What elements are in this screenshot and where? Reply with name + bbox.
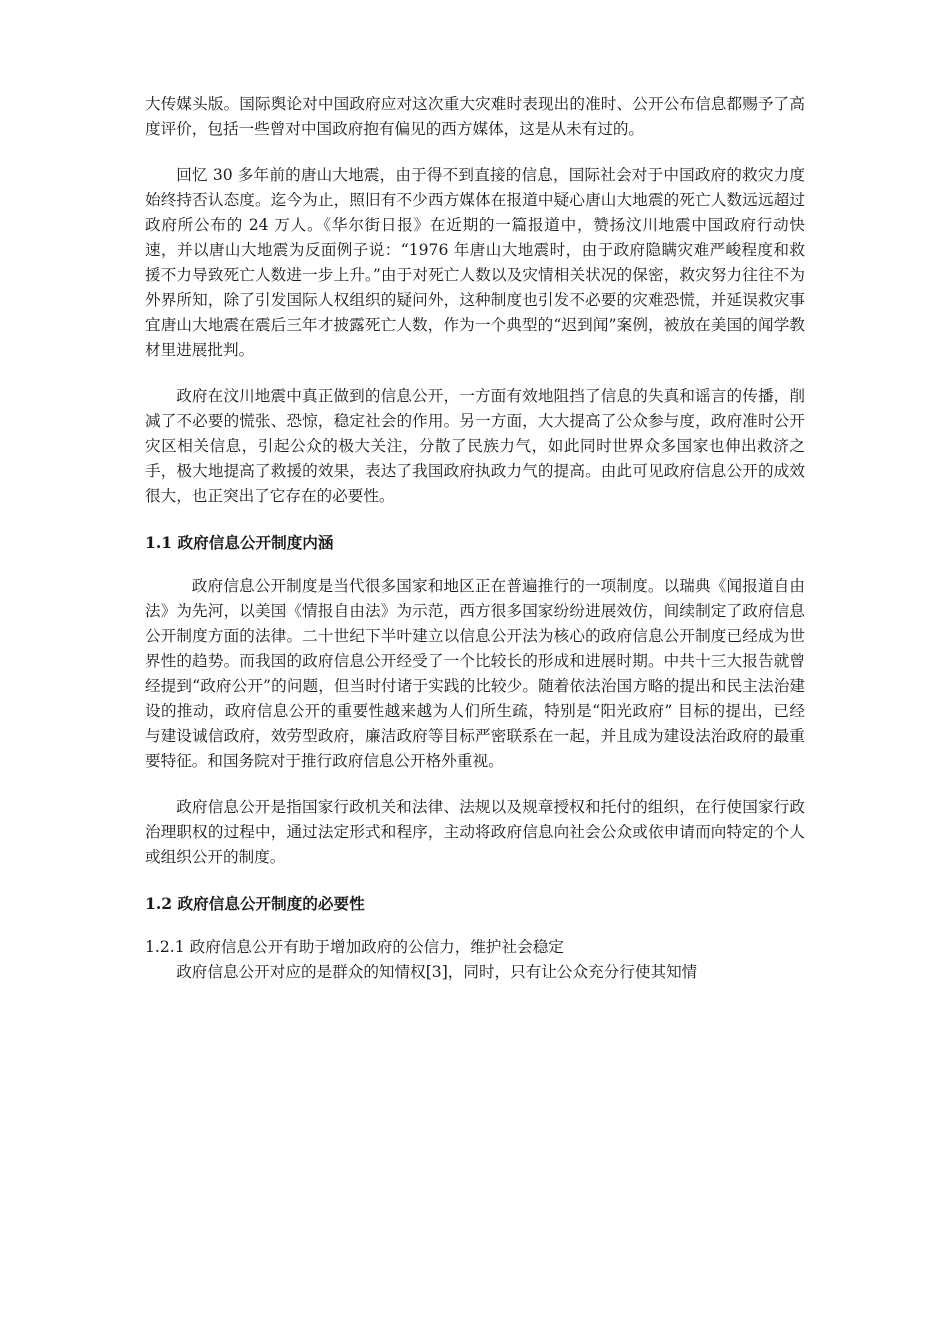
paragraph-4: 政府信息公开制度是当代很多国家和地区正在普遍推行的一项制度。以瑞典《闻报道自由法》为先河，以美国《情报自由法》为示范，西方很多国家纷纷进展效仿，间续制定了政府信息公开制度方面的法律。二十世纪下半叶建立以信息公开法为核心的政府信息公开制度已经成为世界性的趋势。而我国的政府信息公开经受了一个比较长的形成和进展时期。中共十三大报告就曾经提到“政府公开”的问题，但当时付诸于实践的比较少。随着依法治国方略的提出和民主法治建设的推动，政府信息公开的重要性越来越为人们所生疏，特别是“阳光政府” 目标的提出，已经与建设诚信政府，效劳型政府，廉洁政府等目标严密联系在一起，并且成为建设法治政府的最重要特征。和国务院对于推行政府信息公开格外重视。 xyxy=(145,577,805,770)
paragraph-2: 回忆 30 多年前的唐山大地震，由于得不到直接的信息，国际社会对于中国政府的救灾力度始终持否认态度。迄今为止，照旧有不少西方媒体在报道中疑心唐山大地震的死亡人数远远超过政府所公布的 24 万人。《华尔街日报》在近期的一篇报道中，赞扬汶川地震中国政府行动快速，并以唐山大地震为反面例子说：“1976 年唐山大地震时，由于政府隐瞒灾难严峻程度和救援不力导致死亡人数进一步上升。”由于对死亡人数以及灾情相关状况的保密，救灾努力往往不为外界所知，除了引发国际人权组织的疑问外，这种制度也引发不必要的灾难恐慌，并延误救灾事宜唐山大地震在震后三年才披露死亡人数，作为一个典型的“迟到闻”案例，被放在美国的闻学教材里进展批判。 xyxy=(145,166,805,359)
section-heading-1-2: 1.2 政府信息公开制度的必要性 xyxy=(145,894,365,913)
section-heading-1-1: 1.1 政府信息公开制度内涵 xyxy=(145,533,334,552)
paragraph-1: 大传媒头版。国际舆论对中国政府应对这次重大灾难时表现出的准时、公开公布信息都赐予了高度评价，包括一些曾对中国政府抱有偏见的西方媒体，这是从未有过的。 xyxy=(145,95,805,138)
subsection-heading-1-2-1: 1.2.1 政府信息公开有助于增加政府的公信力，维护社会稳定 xyxy=(145,938,564,956)
paragraph-6: 政府信息公开对应的是群众的知情权[3]，同时，只有让公众充分行使其知情 xyxy=(176,963,698,981)
paragraph-3: 政府在汶川地震中真正做到的信息公开，一方面有效地阻挡了信息的失真和谣言的传播，削减了不必要的慌张、恐惊，稳定社会的作用。另一方面，大大提高了公众参与度，政府准时公开灾区相关信息，引起公众的极大关注，分散了民族力气，如此同时世界众多国家也伸出救济之手，极大地提高了救援的效果，表达了我国政府执政力气的提高。由此可见政府信息公开的成效很大，也正突出了它存在的必要性。 xyxy=(145,387,805,505)
document-body xyxy=(145,92,805,1006)
paragraph-5: 政府信息公开是指国家行政机关和法律、法规以及规章授权和托付的组织，在行使国家行政治理职权的过程中，通过法定形式和程序，主动将政府信息向社会公众或依申请而向特定的个人或组织公开的制度。 xyxy=(145,798,805,866)
